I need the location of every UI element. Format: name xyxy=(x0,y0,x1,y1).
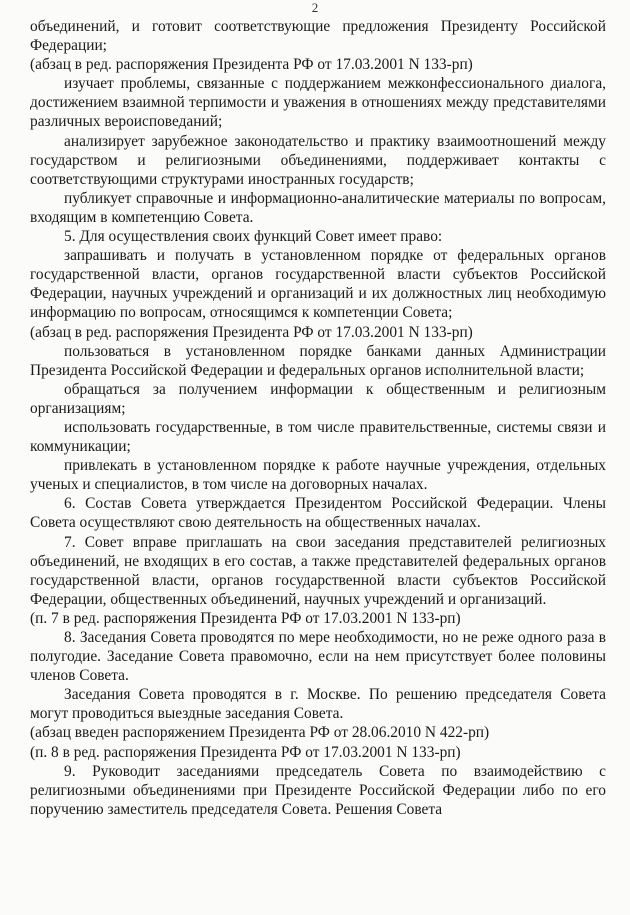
amendment-note: (абзац в ред. распоряжения Президента РФ от 17.03.2001 N 133-рп) xyxy=(30,323,473,341)
section-7: 7. Совет вправе приглашать на свои заседания представителей религиозных объединений, не входящих в его состав, а также представителей федеральных органов государственной власти, органов государственной власти субъектов Российской Федерации, общественных объединений, научных учреждений и организаций. xyxy=(30,533,606,608)
paragraph: изучает проблемы, связанные с поддержанием межконфессионального диалога, достижением взаимной терпимости и уважения в отношениях между представителями различных вероисповеданий; xyxy=(30,75,606,131)
amendment-note: (п. 8 в ред. распоряжения Президента РФ от 17.03.2001 N 133-рп) xyxy=(30,743,461,761)
paragraph: привлекать в установленном порядке к работе научные учреждения, отдельных ученых и специалистов, в том числе на договорных началах. xyxy=(30,457,606,494)
section-9: 9. Руководит заседаниями председатель Совета по взаимодействию с религиозными объединениями при Президенте Российской Федерации либо по его поручению заместитель председателя Совета. Решения Совета xyxy=(30,762,606,818)
section-8: 8. Заседания Совета проводятся по мере необходимости, но не реже одного раза в полугодие. Заседание Совета правомочно, если на нем присутствует более половины членов Совета. xyxy=(30,629,606,685)
section-6: 6. Состав Совета утверждается Президентом Российской Федерации. Члены Совета осуществляют свою деятельность на общественных началах. xyxy=(30,495,606,532)
document-body xyxy=(30,0,606,819)
amendment-note: (абзац введен распоряжением Президента РФ от 28.06.2010 N 422-рп) xyxy=(30,724,490,742)
paragraph: анализирует зарубежное законодательство и практику взаимоотношений между государством и религиозными объединениями, поддерживает контакты с соответствующими структурами иностранных государств; xyxy=(30,132,606,188)
amendment-note: (абзац в ред. распоряжения Президента РФ от 17.03.2001 N 133-рп) xyxy=(30,56,473,74)
paragraph: пользоваться в установленном порядке банками данных Администрации Президента Российской Федерации и федеральных органов исполнительной власти; xyxy=(30,342,606,379)
paragraph: объединений, и готовит соответствующие предложения Президенту Российской Федерации; xyxy=(30,18,606,55)
paragraph: публикует справочные и информационно-аналитические материалы по вопросам, входящим в компетенцию Совета. xyxy=(30,189,606,226)
amendment-note: (п. 7 в ред. распоряжения Президента РФ от 17.03.2001 N 133-рп) xyxy=(30,609,461,627)
paragraph: Заседания Совета проводятся в г. Москве. По решению председателя Совета могут проводиться выездные заседания Совета. xyxy=(30,686,606,723)
paragraph: запрашивать и получать в установленном порядке от федеральных органов государственной власти, органов государственной власти субъектов Российской Федерации, научных учреждений и организаций и их должностных лиц необходимую информацию по вопросам, относящимся к компетенции Совета; xyxy=(30,247,606,322)
section-heading-5: 5. Для осуществления своих функций Совет имеет право: xyxy=(64,228,443,246)
page-number: 2 xyxy=(311,0,319,15)
paragraph: обращаться за получением информации к общественным и религиозным организациям; xyxy=(30,380,606,417)
paragraph: использовать государственные, в том числе правительственные, системы связи и коммуникации; xyxy=(30,418,606,456)
